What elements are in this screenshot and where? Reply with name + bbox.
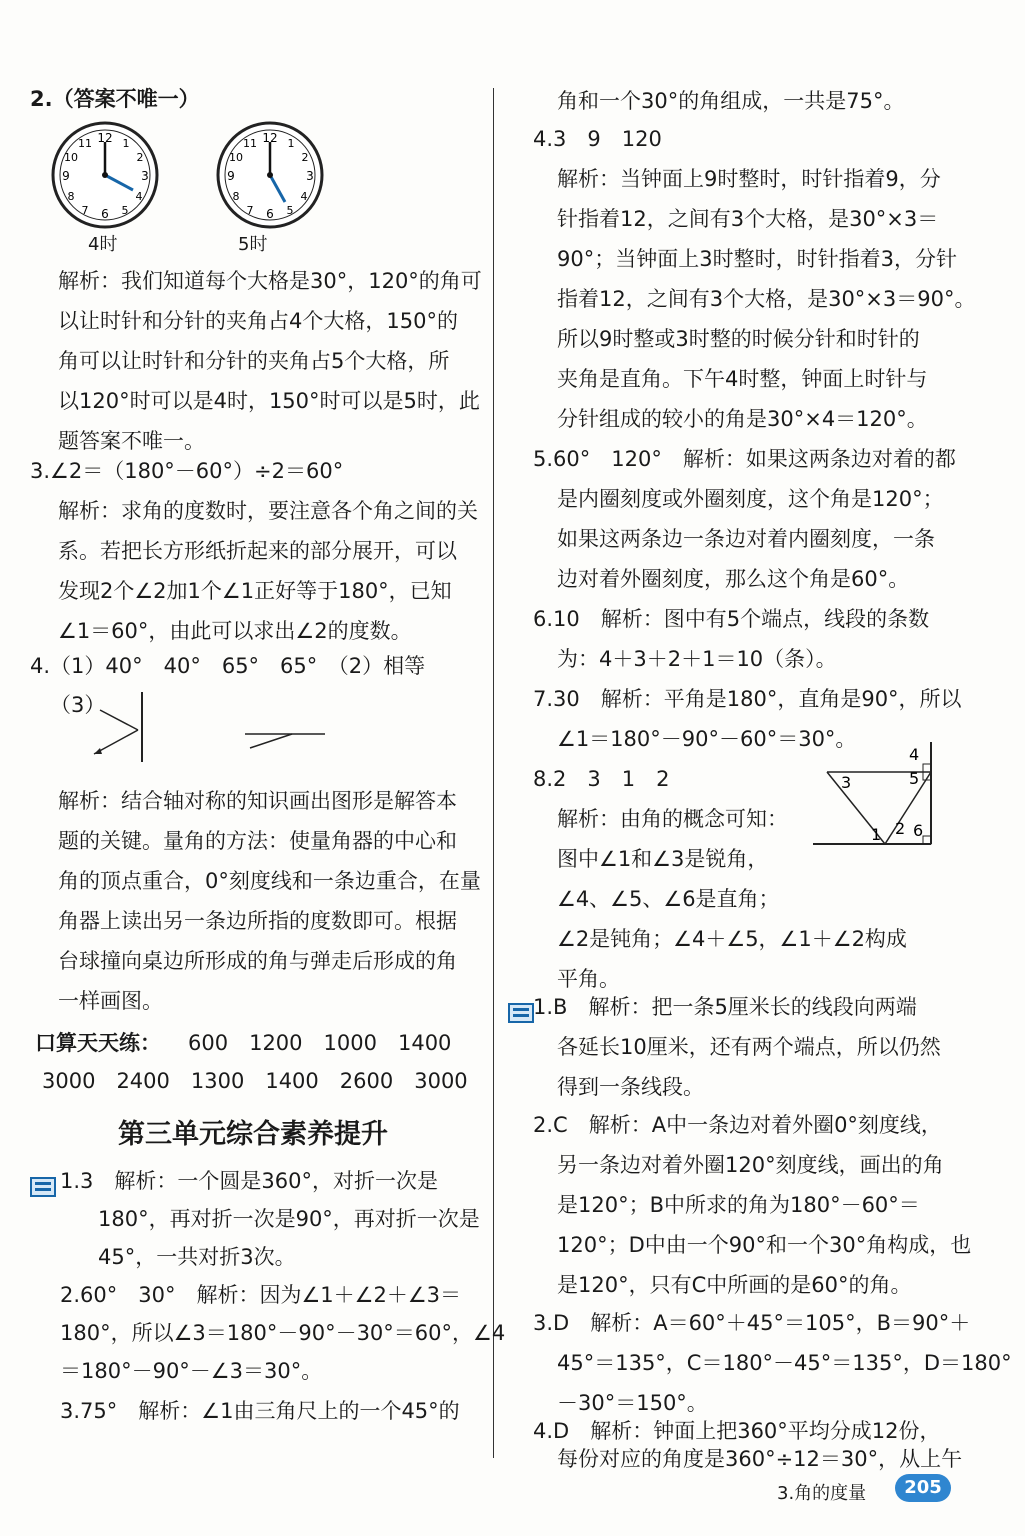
r7-line-2: ∠1＝180°－90°－60°＝30°。 bbox=[557, 727, 857, 751]
r5-line-1: 5.60° 120° 解析：如果这两条边对着的都 bbox=[533, 447, 956, 471]
fig-label-4: 4 bbox=[909, 745, 920, 764]
clock1-label: 4时 bbox=[88, 234, 118, 255]
r8-explain-5: 平角。 bbox=[557, 967, 620, 991]
r4-explain-7: 分针组成的较小的角是30°×4＝120°。 bbox=[557, 407, 928, 431]
svg-text:1: 1 bbox=[287, 137, 295, 150]
r4-explain-4: 指着12，之间有3个大格，是30°×3＝90°。 bbox=[557, 287, 976, 311]
svg-text:4: 4 bbox=[300, 190, 308, 203]
r8-explain-1: 解析：由角的概念可知： bbox=[557, 807, 788, 831]
unit-title: 第三单元综合素养提升 bbox=[118, 1119, 388, 1150]
r8-angle-figure bbox=[805, 740, 945, 850]
fig-label-5: 5 bbox=[909, 769, 920, 788]
clock2-label: 5时 bbox=[238, 234, 268, 255]
r4-explain-2: 针指着12，之间有3个大格，是30°×3＝ bbox=[557, 207, 939, 231]
s2-line-4: 120°；D中由一个90°和一个30°角构成，也 bbox=[557, 1233, 972, 1257]
svg-text:11: 11 bbox=[78, 137, 92, 150]
q2-explain-2: 以让时针和分针的夹角占4个大格，150°的 bbox=[58, 309, 458, 333]
u2-line-1: 2.60° 30° 解析：因为∠1＋∠2＋∠3＝ bbox=[60, 1283, 462, 1307]
s2-line-2: 另一条边对着外圈120°刻度线，画出的角 bbox=[557, 1153, 944, 1177]
q2-explain-4: 以120°时可以是4时，150°时可以是5时，此 bbox=[58, 389, 480, 413]
clock-4-oclock bbox=[53, 123, 157, 227]
clock-5-oclock bbox=[218, 123, 322, 227]
r5-line-2: 是内圈刻度或外圈刻度，这个角是120°； bbox=[557, 487, 944, 511]
svg-text:4: 4 bbox=[135, 190, 143, 203]
u2-line-3: ＝180°－90°－∠3＝30°。 bbox=[60, 1359, 323, 1383]
section-badge-icon bbox=[508, 1003, 534, 1023]
q2-head: 2.（答案不唯一） bbox=[30, 87, 200, 111]
svg-text:5: 5 bbox=[121, 204, 129, 217]
u1-line-3: 45°，一共对折3次。 bbox=[98, 1245, 296, 1269]
svg-text:2: 2 bbox=[136, 151, 144, 164]
svg-text:8: 8 bbox=[67, 190, 75, 203]
q4-explain-1: 解析：结合轴对称的知识画出图形是解答本 bbox=[58, 789, 457, 813]
fig-label-2: 2 bbox=[895, 819, 906, 838]
svg-text:3: 3 bbox=[141, 169, 149, 183]
r6-line-2: 为：4＋3＋2＋1＝10（条）。 bbox=[557, 647, 837, 671]
svg-text:7: 7 bbox=[246, 204, 254, 217]
svg-text:6: 6 bbox=[101, 207, 109, 221]
r8-explain-2: 图中∠1和∠3是锐角， bbox=[557, 847, 769, 871]
svg-text:2: 2 bbox=[301, 151, 309, 164]
kousuan-row-2: 3000 2400 1300 1400 2600 3000 bbox=[42, 1069, 468, 1093]
q4-explain-6: 一样画图。 bbox=[58, 989, 163, 1013]
q3-explain-1: 解析：求角的度数时，要注意各个角之间的关 bbox=[58, 499, 478, 523]
r4-head: 4.3 9 120 bbox=[533, 127, 662, 151]
svg-text:7: 7 bbox=[81, 204, 89, 217]
r8-explain-4: ∠2是钝角；∠4＋∠5，∠1＋∠2构成 bbox=[557, 927, 907, 951]
q3-explain-3: 发现2个∠2加1个∠1正好等于180°，已知 bbox=[58, 579, 452, 603]
svg-text:10: 10 bbox=[64, 151, 78, 164]
u1-line-2: 180°，再对折一次是90°，再对折一次是 bbox=[98, 1207, 480, 1231]
u1-line-1: 1.3 解析：一个圆是360°，对折一次是 bbox=[60, 1169, 438, 1193]
s2-line-5: 是120°，只有C中所画的是60°的角。 bbox=[557, 1273, 912, 1297]
r4-explain-3: 90°；当钟面上3时整时，时针指着3，分针 bbox=[557, 247, 957, 271]
s3-line-3: －30°＝150°。 bbox=[557, 1391, 708, 1415]
r7-line-1: 7.30 解析：平角是180°，直角是90°，所以 bbox=[533, 687, 962, 711]
q2-explain-1: 解析：我们知道每个大格是30°，120°的角可 bbox=[58, 269, 482, 293]
svg-text:11: 11 bbox=[243, 137, 257, 150]
q4-head: 4.（1）40° 40° 65° 65° （2）相等 bbox=[30, 654, 426, 678]
s4-line-2: 每份对应的角度是360°÷12＝30°，从上午 bbox=[557, 1447, 963, 1471]
s1-line-1: 1.B 解析：把一条5厘米长的线段向两端 bbox=[533, 995, 917, 1019]
svg-text:12: 12 bbox=[262, 131, 278, 145]
s1-line-3: 得到一条线段。 bbox=[557, 1075, 704, 1099]
svg-text:9: 9 bbox=[227, 169, 235, 183]
q4-explain-4: 角器上读出另一条边所指的度数即可。根据 bbox=[58, 909, 457, 933]
s1-line-2: 各延长10厘米，还有两个端点，所以仍然 bbox=[557, 1035, 941, 1059]
u3-line-1: 3.75° 解析：∠1由三角尺上的一个45°的 bbox=[60, 1399, 460, 1423]
kousuan-label: 口算天天练： bbox=[35, 1031, 161, 1055]
s4-line-1: 4.D 解析：钟面上把360°平均分成12份， bbox=[533, 1419, 941, 1443]
svg-text:5: 5 bbox=[286, 204, 294, 217]
r3-continued: 角和一个30°的角组成，一共是75°。 bbox=[557, 89, 905, 113]
r8-explain-3: ∠4、∠5、∠6是直角； bbox=[557, 887, 780, 911]
fig-label-1: 1 bbox=[871, 825, 882, 844]
r8-head: 8.2 3 1 2 bbox=[533, 767, 670, 791]
q3-explain-4: ∠1＝60°，由此可以求出∠2的度数。 bbox=[58, 619, 412, 643]
svg-text:9: 9 bbox=[62, 169, 70, 183]
r4-explain-1: 解析：当钟面上9时整时，时针指着9，分 bbox=[557, 167, 941, 191]
s2-line-1: 2.C 解析：A中一条边对着外圈0°刻度线， bbox=[533, 1113, 942, 1137]
svg-text:3: 3 bbox=[306, 169, 314, 183]
fig-label-3: 3 bbox=[841, 773, 852, 792]
q4-reflection-figure bbox=[80, 690, 340, 770]
r6-line-1: 6.10 解析：图中有5个端点，线段的条数 bbox=[533, 607, 930, 631]
r4-explain-6: 夹角是直角。下午4时整，钟面上时针与 bbox=[557, 367, 928, 391]
q2-explain-3: 角可以让时针和分针的夹角占5个大格，所 bbox=[58, 349, 450, 373]
svg-text:8: 8 bbox=[232, 190, 240, 203]
q4-explain-2: 题的关键。量角的方法：使量角器的中心和 bbox=[58, 829, 457, 853]
s3-line-2: 45°＝135°，C＝180°－45°＝135°，D＝180° bbox=[557, 1351, 1012, 1375]
s3-line-1: 3.D 解析：A＝60°＋45°＝105°，B＝90°＋ bbox=[533, 1311, 971, 1335]
kousuan-row-1: 600 1200 1000 1400 bbox=[188, 1031, 452, 1055]
q4-sub: （3） bbox=[50, 693, 106, 717]
s2-line-3: 是120°；B中所求的角为180°－60°＝ bbox=[557, 1193, 920, 1217]
fig-label-6: 6 bbox=[913, 821, 924, 840]
page-number: 205 bbox=[895, 1474, 951, 1502]
r5-line-4: 边对着外圈刻度，那么这个角是60°。 bbox=[557, 567, 910, 591]
svg-text:6: 6 bbox=[266, 207, 274, 221]
svg-text:10: 10 bbox=[229, 151, 243, 164]
column-divider bbox=[493, 88, 494, 1458]
q3-explain-2: 系。若把长方形纸折起来的部分展开，可以 bbox=[58, 539, 457, 563]
footer-section-title: 3.角的度量 bbox=[777, 1483, 867, 1504]
q4-explain-3: 角的顶点重合，0°刻度线和一条边重合，在量 bbox=[58, 869, 481, 893]
q3-head: 3.∠2＝（180°－60°）÷2＝60° bbox=[30, 459, 344, 483]
svg-text:12: 12 bbox=[97, 131, 113, 145]
svg-text:1: 1 bbox=[122, 137, 130, 150]
u2-line-2: 180°，所以∠3＝180°－90°－30°＝60°，∠4 bbox=[60, 1321, 506, 1345]
r4-explain-5: 所以9时整或3时整的时候分针和时针的 bbox=[557, 327, 920, 351]
q4-explain-5: 台球撞向桌边所形成的角与弹走后形成的角 bbox=[58, 949, 457, 973]
r5-line-3: 如果这两条边一条边对着内圈刻度，一条 bbox=[557, 527, 935, 551]
section-badge-icon bbox=[30, 1177, 56, 1197]
q2-explain-5: 题答案不唯一。 bbox=[58, 429, 205, 453]
